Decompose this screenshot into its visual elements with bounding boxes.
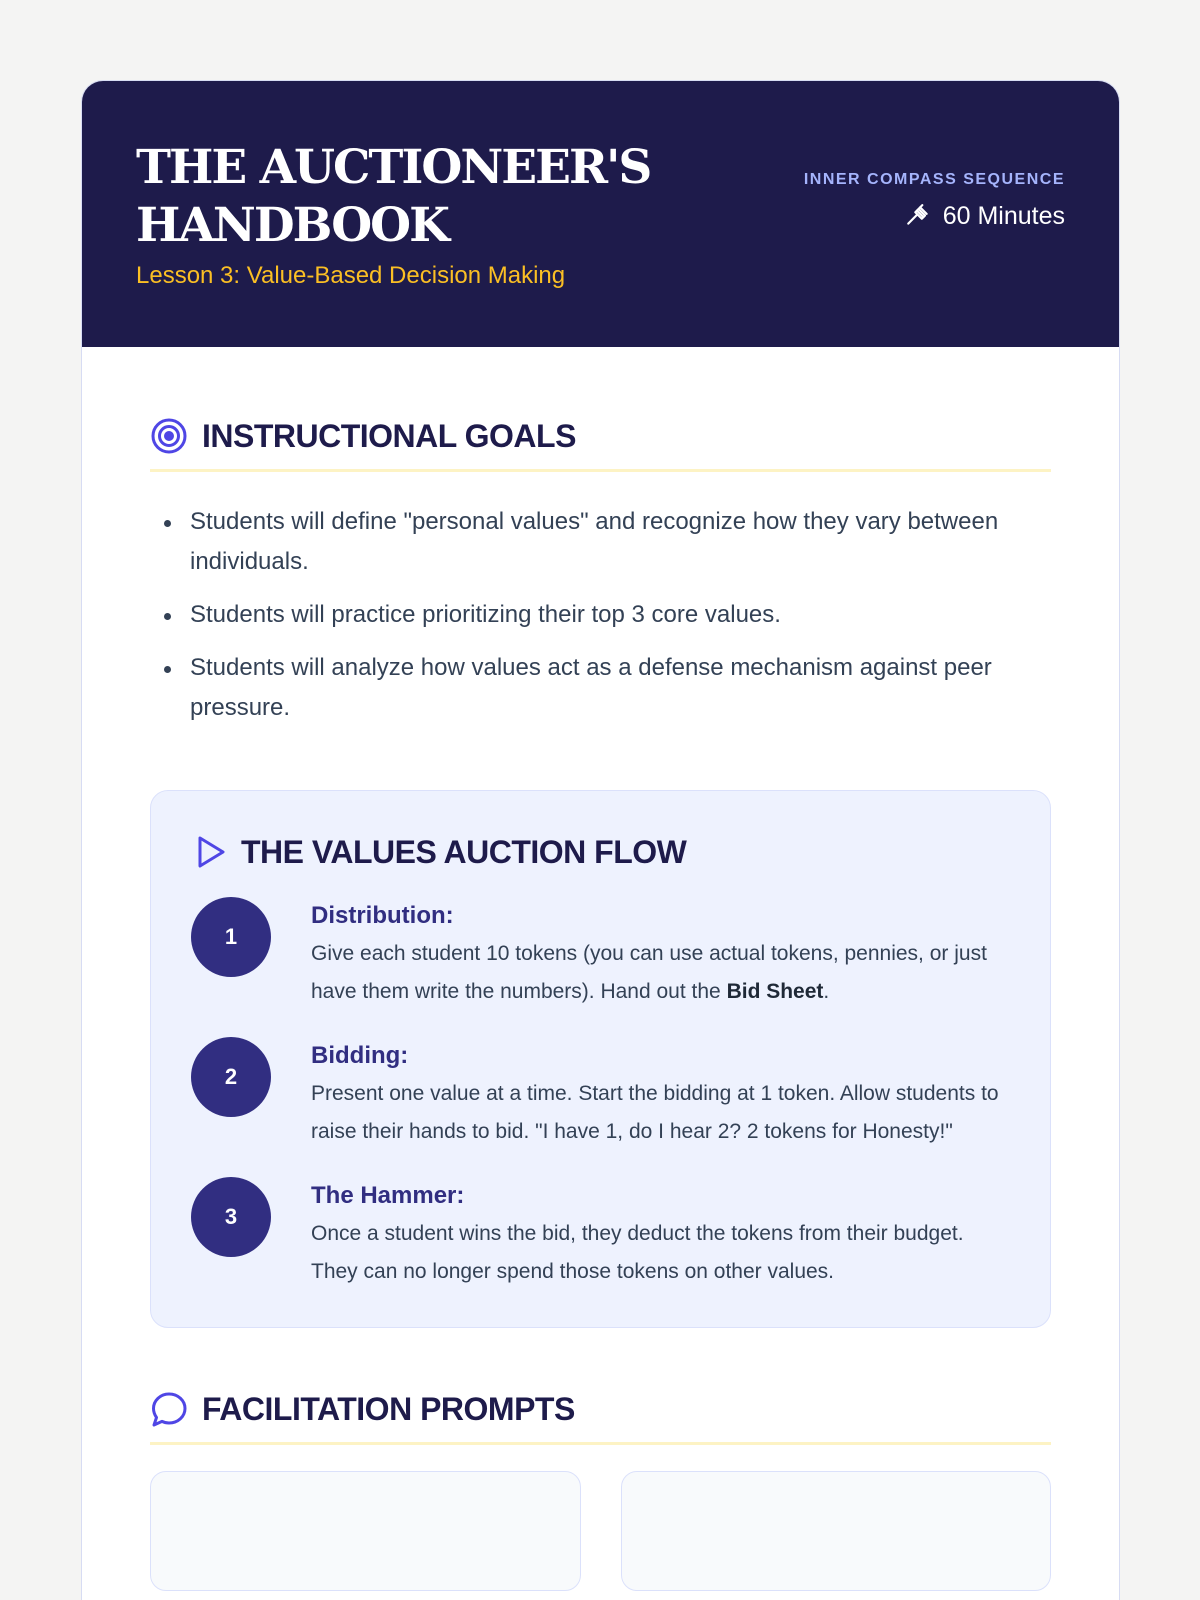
step-title: Bidding: xyxy=(311,1042,409,1069)
step-title: Distribution: xyxy=(311,902,454,929)
step-title: The Hammer: xyxy=(311,1182,465,1209)
duration-badge xyxy=(804,200,1065,232)
goals-heading xyxy=(150,417,1051,472)
step-text: Present one value at a time. Start the bidding at 1 token. Allow students to raise their hands to bid. "I have 1, do I hear 2? 2 tokens for Honesty!" xyxy=(311,1082,999,1143)
goals-section xyxy=(150,417,1051,728)
chat-bubble-icon xyxy=(150,1390,188,1428)
flow-heading xyxy=(191,833,1010,871)
step-number: 2 xyxy=(191,1037,271,1117)
step-text-main: Give each student 10 tokens (you can use actual tokens, pennies, or just have them write the numbers). Hand out the xyxy=(311,942,987,1003)
lesson-subtitle: Lesson 3: Value-Based Decision Making xyxy=(136,262,566,289)
goals-list xyxy=(150,502,1051,728)
step-text-end: . xyxy=(823,980,830,1003)
page-title: THE AUCTIONEER'S HANDBOOK xyxy=(136,140,651,253)
duration-text: 60 Minutes xyxy=(942,202,1065,230)
flow-step xyxy=(191,1177,1010,1291)
lesson-header xyxy=(82,81,1119,347)
step-body xyxy=(311,1037,1010,1151)
prompt-card xyxy=(621,1471,1052,1591)
step-number: 1 xyxy=(191,897,271,977)
flow-title: THE VALUES AUCTION FLOW xyxy=(241,833,687,870)
step-number: 3 xyxy=(191,1177,271,1257)
flow-step xyxy=(191,897,1010,1011)
step-text xyxy=(311,935,1010,1011)
prompt-card xyxy=(150,1471,581,1591)
step-body xyxy=(311,897,1010,1011)
step-text: Once a student wins the bid, they deduct the tokens from their budget. They can no longer spend those tokens on other values. xyxy=(311,1222,964,1283)
prompts-section xyxy=(150,1390,1051,1591)
play-icon xyxy=(191,833,229,871)
goal-item: Students will practice prioritizing their top 3 core values. xyxy=(190,595,1051,635)
prompts-title: FACILITATION PROMPTS xyxy=(202,1390,575,1427)
goal-item: Students will define "personal values" and recognize how they vary between individuals. xyxy=(190,502,1051,582)
step-body xyxy=(311,1177,1010,1291)
goals-title: INSTRUCTIONAL GOALS xyxy=(202,417,576,454)
target-icon xyxy=(150,417,188,455)
goal-item: Students will analyze how values act as a defense mechanism against peer pressure. xyxy=(190,648,1051,728)
prompts-heading xyxy=(150,1390,1051,1445)
lesson-content xyxy=(82,417,1119,1591)
gavel-icon xyxy=(905,203,931,229)
prompt-cards xyxy=(150,1471,1051,1591)
lesson-card xyxy=(81,80,1120,1600)
bid-sheet-label: Bid Sheet xyxy=(726,980,824,1003)
lesson-meta xyxy=(804,167,1065,232)
series-label: INNER COMPASS SEQUENCE xyxy=(803,171,1065,188)
auction-flow-panel xyxy=(150,790,1051,1328)
flow-step xyxy=(191,1037,1010,1151)
